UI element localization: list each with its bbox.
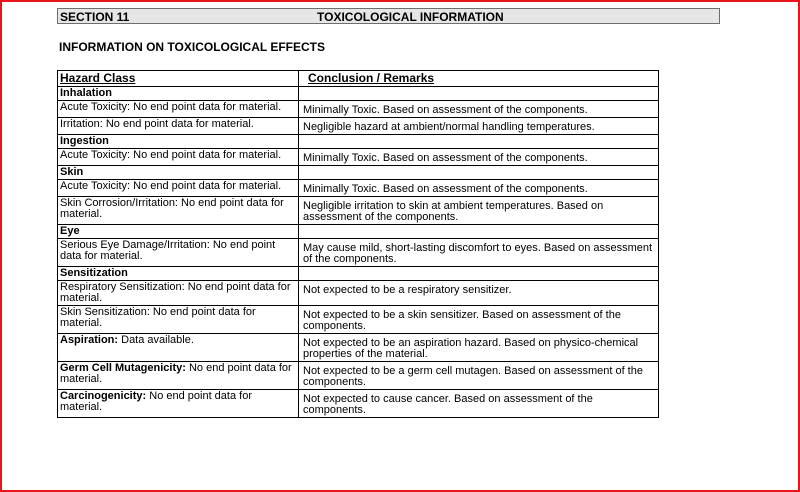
remark-cell: Not expected to be a respiratory sensitizer. bbox=[299, 281, 659, 306]
table-row bbox=[58, 149, 659, 166]
category-row-ingestion bbox=[58, 135, 659, 149]
section-number: SECTION 11 bbox=[60, 10, 130, 24]
table-row bbox=[58, 239, 659, 267]
hazard-cell: Acute Toxicity: No end point data for material. bbox=[58, 101, 299, 118]
hazard-cell: Acute Toxicity: No end point data for material. bbox=[58, 149, 299, 166]
table-row bbox=[58, 101, 659, 118]
remark-cell: Minimally Toxic. Based on assessment of the components. bbox=[299, 149, 659, 166]
remark-cell: Minimally Toxic. Based on assessment of the components. bbox=[299, 101, 659, 118]
table-row bbox=[58, 118, 659, 135]
hazard-label: Carcinogenicity: bbox=[60, 390, 147, 402]
hazard-cell: Skin Corrosion/Irritation: No end point data for material. bbox=[58, 197, 299, 225]
category-label: Inhalation bbox=[58, 87, 299, 101]
remark-cell: Not expected to be an aspiration hazard. Based on physico-chemical properties of the material. bbox=[299, 334, 659, 362]
category-label: Skin bbox=[58, 166, 299, 180]
remark-cell: Minimally Toxic. Based on assessment of the components. bbox=[299, 180, 659, 197]
hazard-cell bbox=[58, 362, 299, 390]
hazard-cell bbox=[58, 390, 299, 418]
table-row bbox=[58, 334, 659, 362]
header-hazard-class: Hazard Class bbox=[58, 71, 299, 87]
table-row bbox=[58, 281, 659, 306]
hazard-cell bbox=[58, 334, 299, 362]
remark-cell: Not expected to cause cancer. Based on assessment of the components. bbox=[299, 390, 659, 418]
category-label: Sensitization bbox=[58, 267, 299, 281]
hazard-text: No end point data for material. bbox=[60, 390, 252, 413]
category-row-sensitization bbox=[58, 267, 659, 281]
table-row bbox=[58, 362, 659, 390]
remark-cell: Not expected to be a skin sensitizer. Based on assessment of the components. bbox=[299, 306, 659, 334]
remark-cell: Not expected to be a germ cell mutagen. Based on assessment of the components. bbox=[299, 362, 659, 390]
table-header-row bbox=[58, 71, 659, 87]
hazard-cell: Acute Toxicity: No end point data for material. bbox=[58, 180, 299, 197]
hazard-cell: Skin Sensitization: No end point data for material. bbox=[58, 306, 299, 334]
category-row-inhalation bbox=[58, 87, 659, 101]
table-row bbox=[58, 306, 659, 334]
table-row bbox=[58, 197, 659, 225]
remark-cell: May cause mild, short-lasting discomfort to eyes. Based on assessment of the components. bbox=[299, 239, 659, 267]
hazard-cell: Respiratory Sensitization: No end point data for material. bbox=[58, 281, 299, 306]
hazard-label: Germ Cell Mutagenicity: bbox=[60, 362, 186, 374]
remark-cell: Negligible irritation to skin at ambient temperatures. Based on assessment of the components. bbox=[299, 197, 659, 225]
toxicology-table bbox=[57, 70, 659, 418]
hazard-cell: Irritation: No end point data for material. bbox=[58, 118, 299, 135]
category-label: Ingestion bbox=[58, 135, 299, 149]
hazard-text: Data available. bbox=[118, 334, 194, 346]
table-row bbox=[58, 390, 659, 418]
category-row-skin bbox=[58, 166, 659, 180]
subheading: INFORMATION ON TOXICOLOGICAL EFFECTS bbox=[59, 40, 325, 54]
category-row-eye bbox=[58, 225, 659, 239]
hazard-cell: Serious Eye Damage/Irritation: No end point data for material. bbox=[58, 239, 299, 267]
section-title: TOXICOLOGICAL INFORMATION bbox=[317, 10, 504, 24]
category-label: Eye bbox=[58, 225, 299, 239]
hazard-label: Aspiration: bbox=[60, 334, 119, 346]
header-conclusion: Conclusion / Remarks bbox=[299, 71, 659, 87]
table-row bbox=[58, 180, 659, 197]
remark-cell: Negligible hazard at ambient/normal handling temperatures. bbox=[299, 118, 659, 135]
hazard-text: No end point data for material. bbox=[60, 362, 292, 385]
section-header-bar bbox=[57, 8, 720, 24]
